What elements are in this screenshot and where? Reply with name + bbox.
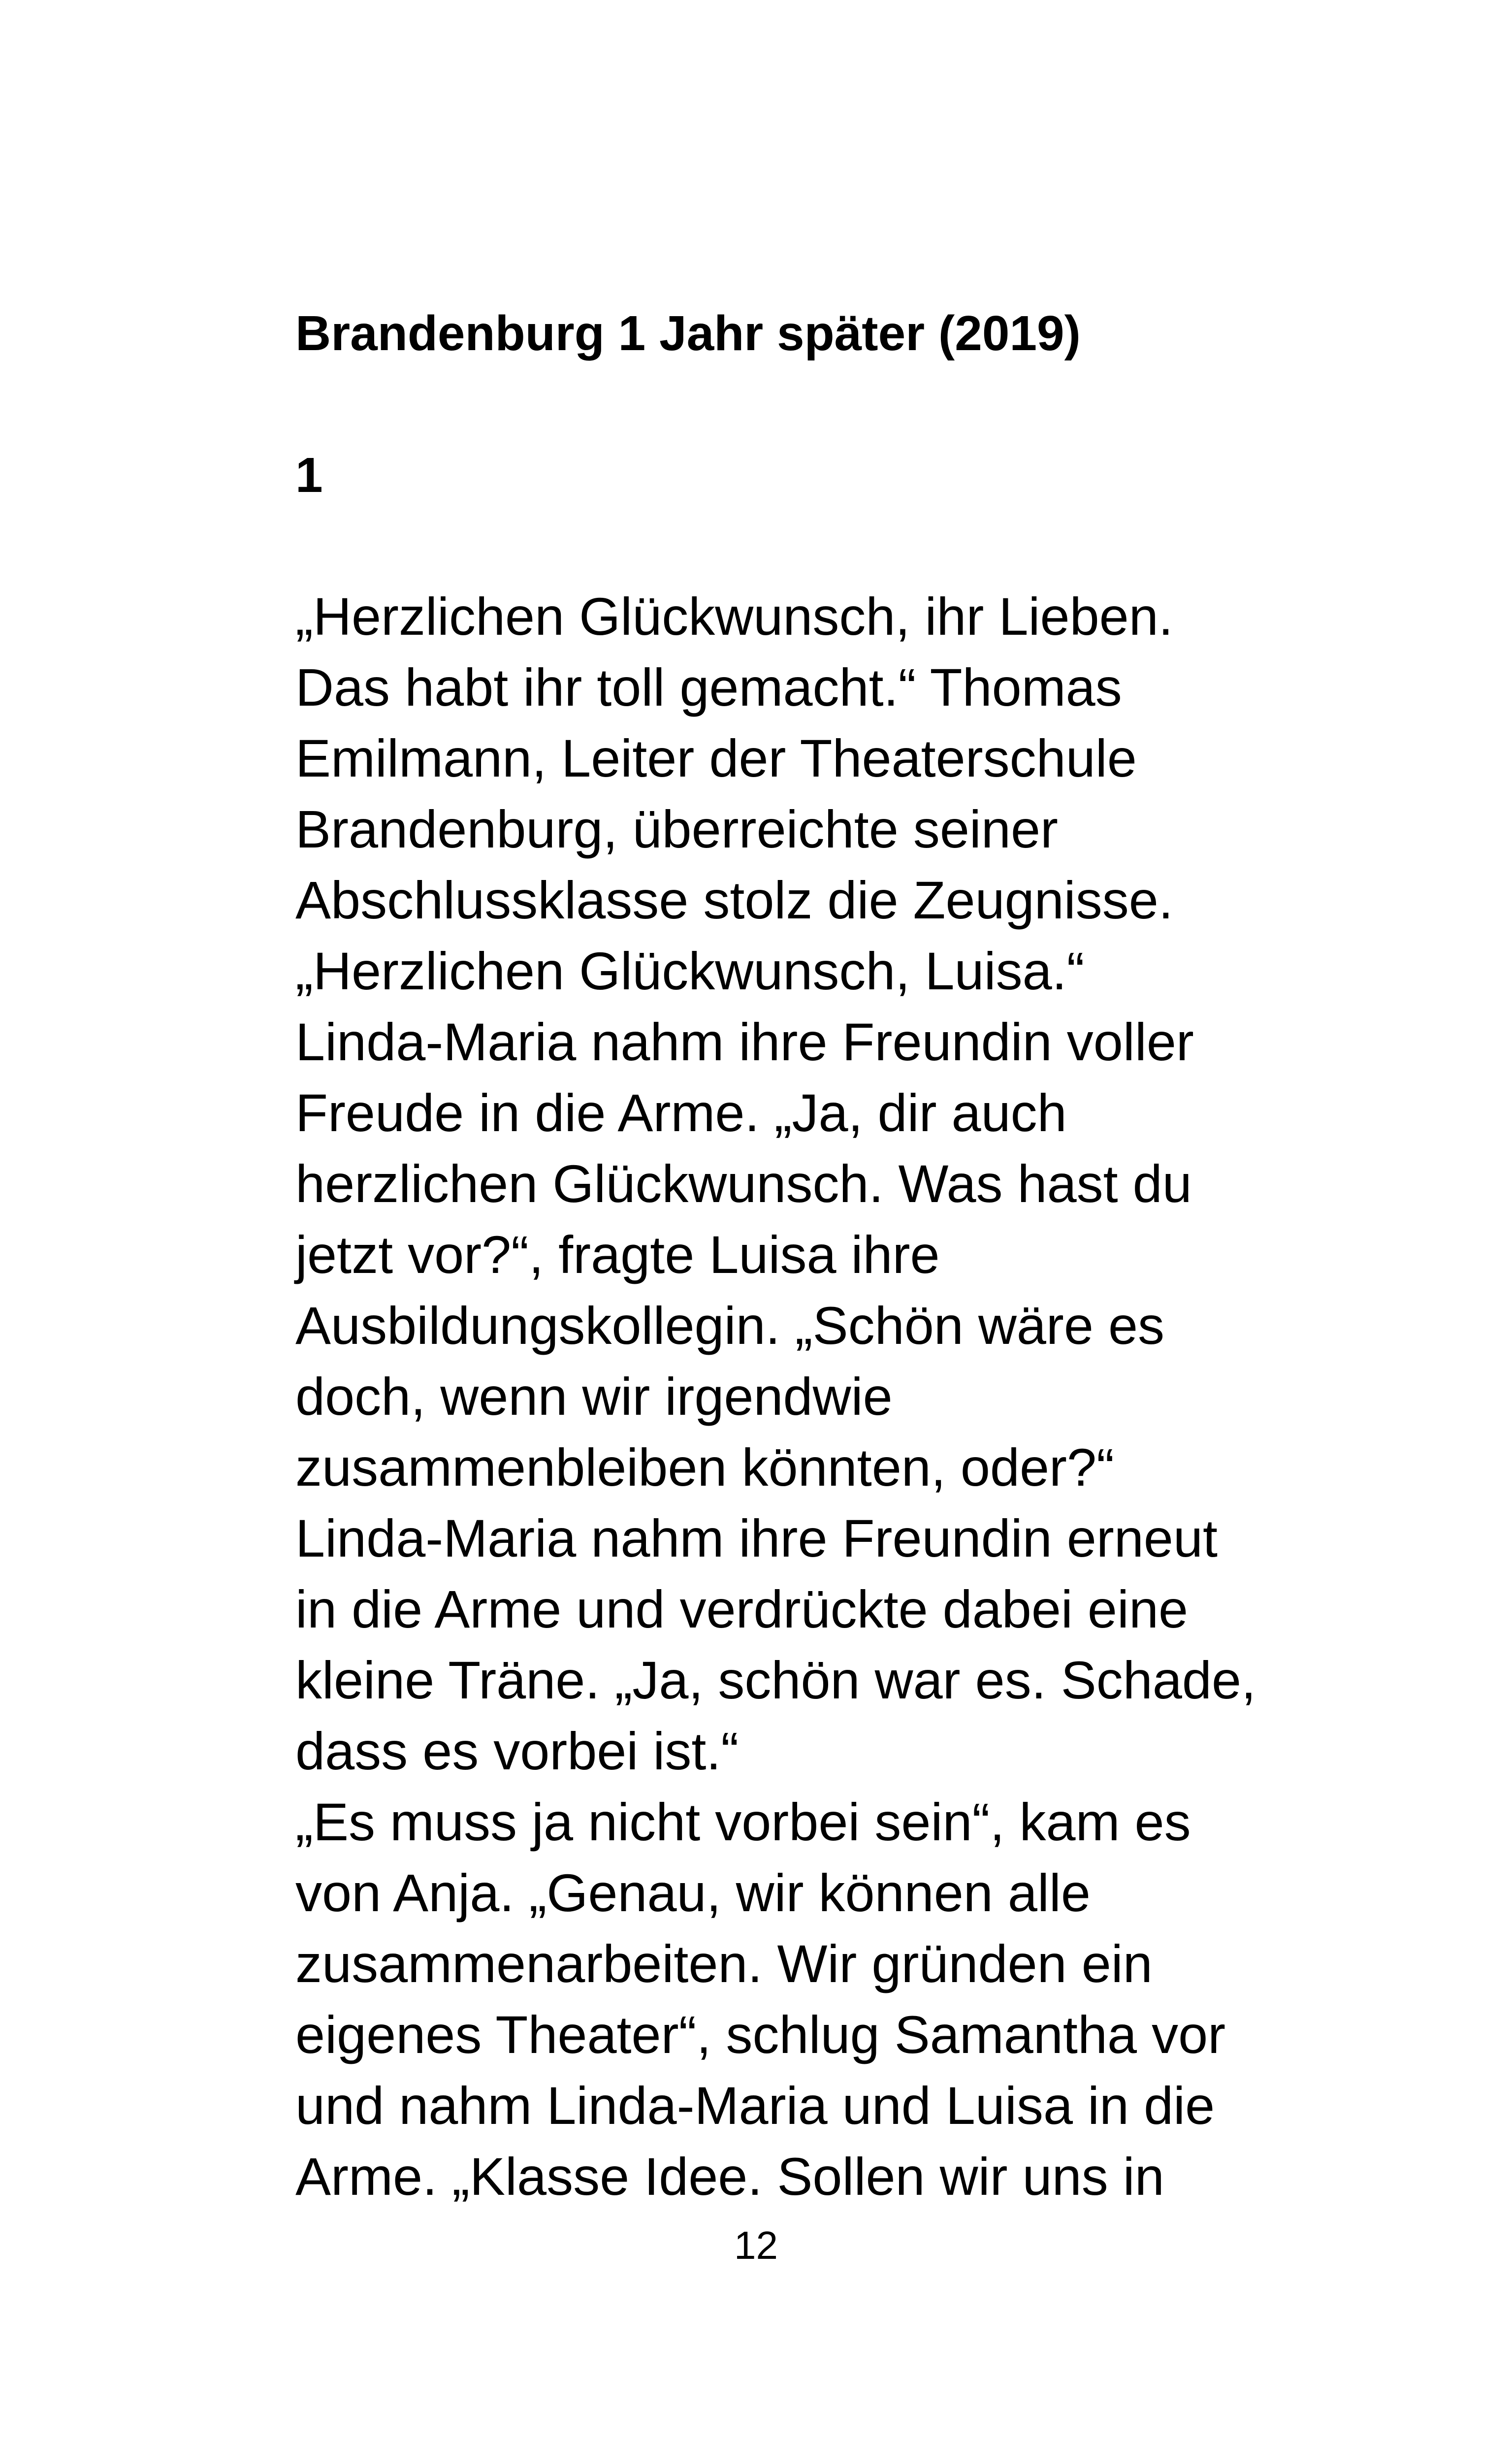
text-line: zusammenbleiben könnten, oder?“ [295, 1437, 1115, 1497]
section-heading: Brandenburg 1 Jahr später (2019) [295, 306, 1081, 361]
page-number: 12 [734, 2223, 778, 2267]
body-text [295, 581, 1260, 2212]
text-line: herzlichen Glückwunsch. Was hast du [295, 1154, 1192, 1213]
text-line: Emilmann, Leiter der Theaterschule [295, 728, 1137, 788]
text-line: „Es muss ja nicht vorbei sein“, kam es [295, 1792, 1191, 1852]
text-line: zusammenarbeiten. Wir gründen ein [295, 1934, 1153, 1993]
text-line: und nahm Linda-Maria und Luisa in die [295, 2076, 1215, 2135]
text-line: Abschlussklasse stolz die Zeugnisse. [295, 870, 1173, 930]
text-line: dass es vorbei ist.“ [295, 1721, 739, 1781]
text-line: „Herzlichen Glückwunsch, ihr Lieben. [295, 586, 1173, 646]
text-line: Freude in die Arme. „Ja, dir auch [295, 1083, 1067, 1142]
text-line: kleine Träne. „Ja, schön war es. Schade, [295, 1650, 1256, 1710]
text-line: Das habt ihr toll gemacht.“ Thomas [295, 657, 1122, 717]
text-line: jetzt vor?“, fragte Luisa ihre [295, 1225, 940, 1284]
text-line: Arme. „Klasse Idee. Sollen wir uns in [295, 2147, 1164, 2206]
text-line: Brandenburg, überreichte seiner [295, 799, 1058, 859]
chapter-number: 1 [295, 448, 323, 503]
text-line: Linda-Maria nahm ihre Freundin erneut [295, 1508, 1218, 1568]
text-line: „Herzlichen Glückwunsch, Luisa.“ [295, 941, 1085, 1001]
text-line: Linda-Maria nahm ihre Freundin voller [295, 1012, 1194, 1072]
text-line: von Anja. „Genau, wir können alle [295, 1863, 1091, 1922]
text-line: eigenes Theater“, schlug Samantha vor [295, 2005, 1226, 2064]
text-line: Ausbildungskollegin. „Schön wäre es [295, 1296, 1165, 1355]
text-line: doch, wenn wir irgendwie [295, 1367, 893, 1426]
text-line: in die Arme und verdrückte dabei eine [295, 1579, 1189, 1639]
